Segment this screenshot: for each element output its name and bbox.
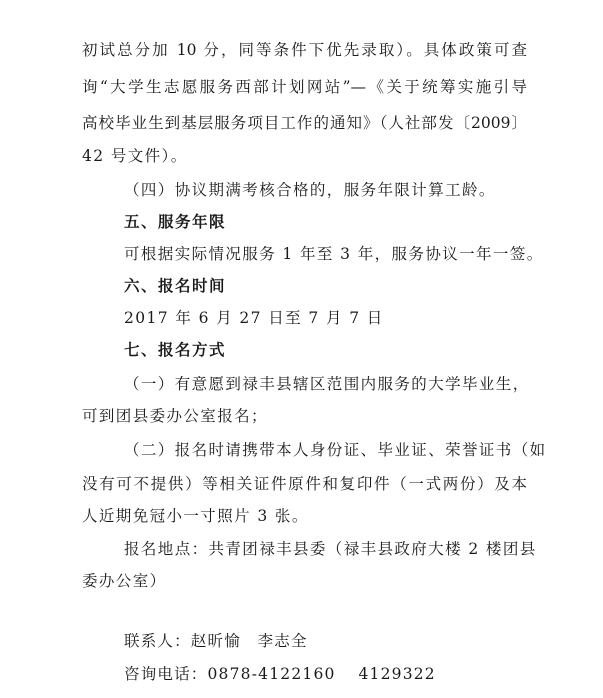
section-6-body: 2017 年 6 月 27 日至 7 月 7 日: [124, 309, 384, 327]
location-line-2: 委办公室）: [82, 572, 167, 590]
policy-paragraph-line-4: 42 号文件）。: [82, 147, 188, 165]
location-line-1: 报名地点：共青团禄丰县委（禄丰县政府大楼 2 楼团县: [124, 540, 537, 558]
section-5-heading: 五、服务年限: [124, 213, 227, 231]
section-7-heading: 七、报名方式: [124, 341, 227, 359]
contact-phone: 咨询电话：0878-4122160 4129322: [124, 665, 436, 683]
section-7-item-2-line-3: 人近期免冠小一寸照片 3 张。: [82, 507, 309, 525]
section-7-item-2-line-2: 没有可不提供）等相关证件原件和复印件（一式两份）及本: [82, 475, 527, 493]
section-6-heading: 六、报名时间: [124, 277, 227, 295]
section-5-body: 可根据实际情况服务 1 年至 3 年，服务协议一年一签。: [124, 245, 544, 263]
section-7-item-2-line-1: （二）报名时请携带本人身份证、毕业证、荣誉证书（如: [124, 441, 547, 459]
contact-persons: 联系人：赵昕愉 李志全: [124, 632, 308, 650]
policy-paragraph-line-2: 询“大学生志愿服务西部计划网站”—《关于统筹实施引导: [82, 78, 527, 96]
section-7-item-1-line-2: 可到团县委办公室报名；: [82, 407, 268, 425]
policy-paragraph-line-1: 初试总分加 10 分，同等条件下优先录取）。具体政策可查: [82, 41, 527, 59]
item-4-text: （四）协议期满考核合格的，服务年限计算工龄。: [124, 181, 496, 199]
policy-paragraph-line-3: 高校毕业生到基层服务项目工作的通知》（人社部发〔2009〕: [82, 114, 527, 132]
section-7-item-1-line-1: （一）有意愿到禄丰县辖区范围内服务的大学毕业生，: [124, 375, 530, 393]
